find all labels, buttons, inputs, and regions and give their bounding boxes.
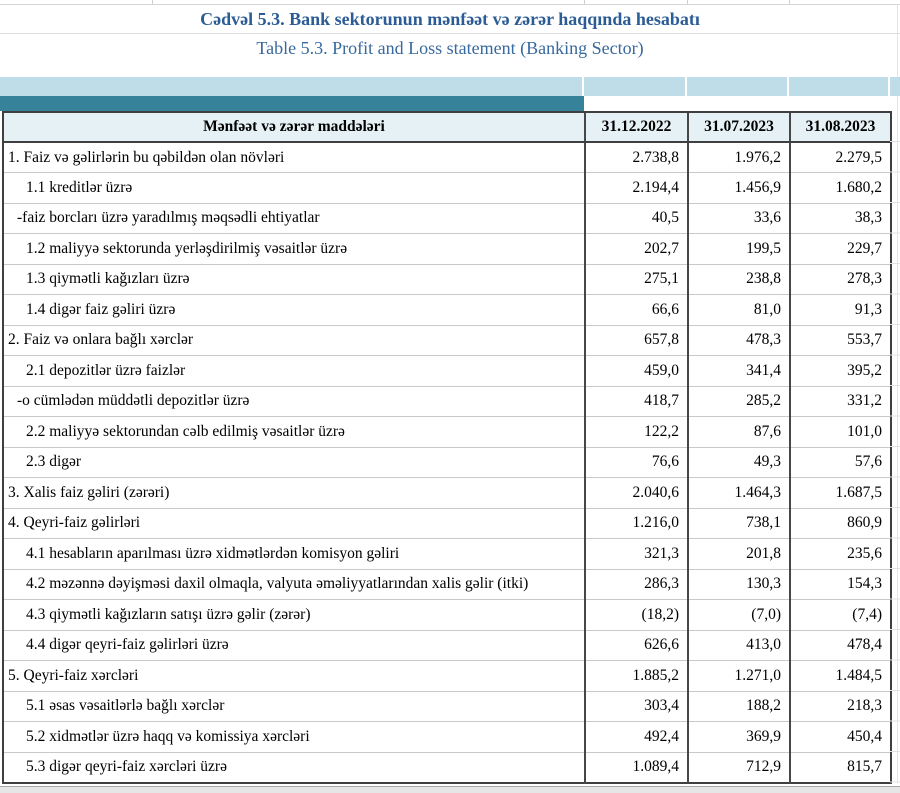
table-row xyxy=(3,142,891,173)
row-label: 4.4 digər qeyri-faiz gəlirləri üzrə xyxy=(3,630,585,661)
column-header-items: Mənfəət və zərər maddələri xyxy=(3,112,585,142)
table-row xyxy=(3,508,891,539)
table-header-row xyxy=(3,112,891,142)
row-value: 229,7 xyxy=(790,234,891,265)
top-gridline xyxy=(0,4,900,5)
table-row xyxy=(3,417,891,448)
outside-row-gridlines xyxy=(890,141,900,783)
row-value: 130,3 xyxy=(688,569,790,600)
row-label: 1.1 kreditlər üzrə xyxy=(3,173,585,204)
row-value: 712,9 xyxy=(688,752,790,783)
row-value: 369,9 xyxy=(688,722,790,753)
band-divider xyxy=(582,77,584,96)
table-row xyxy=(3,722,891,753)
row-value: 492,4 xyxy=(585,722,688,753)
table-row xyxy=(3,447,891,478)
horizontal-scrollbar[interactable] xyxy=(0,786,900,793)
row-label: 1.2 maliyyə sektorunda yerləşdirilmiş vəsaitlər üzrə xyxy=(3,234,585,265)
table-row xyxy=(3,478,891,509)
row-value: 413,0 xyxy=(688,630,790,661)
row-value: (7,0) xyxy=(688,600,790,631)
row-label: 2.3 digər xyxy=(3,447,585,478)
row-label: 4. Qeyri-faiz gəlirləri xyxy=(3,508,585,539)
row-label: 4.2 məzənnə dəyişməsi daxil olmaqla, valyuta əməliyyatlarından xalis gəlir (itki) xyxy=(3,569,585,600)
row-label: 1.4 digər faiz gəliri üzrə xyxy=(3,295,585,326)
row-value: 235,6 xyxy=(790,539,891,570)
table-row xyxy=(3,539,891,570)
row-value: 553,7 xyxy=(790,325,891,356)
row-value: 1.680,2 xyxy=(790,173,891,204)
table-row xyxy=(3,386,891,417)
row-value: 1.271,0 xyxy=(688,661,790,692)
row-label: 5.2 xidmətlər üzrə haqq və komissiya xərcləri xyxy=(3,722,585,753)
row-value: 286,3 xyxy=(585,569,688,600)
row-value: 1.484,5 xyxy=(790,661,891,692)
table-row xyxy=(3,295,891,326)
row-value: 478,4 xyxy=(790,630,891,661)
table-row xyxy=(3,569,891,600)
row-value: 1.885,2 xyxy=(585,661,688,692)
row-label: 5.1 əsas vəsaitlərlə bağlı xərclər xyxy=(3,691,585,722)
table-row xyxy=(3,173,891,204)
row-value: 40,5 xyxy=(585,203,688,234)
row-value: 202,7 xyxy=(585,234,688,265)
grid-tick xyxy=(584,0,585,4)
header-band-teal xyxy=(0,96,584,111)
row-value: 154,3 xyxy=(790,569,891,600)
table-title-az: Cədvəl 5.3. Bank sektorunun mənfəət və zərər haqqında hesabatı xyxy=(200,9,700,29)
row-value: 38,3 xyxy=(790,203,891,234)
row-value: 238,8 xyxy=(688,264,790,295)
row-value: 303,4 xyxy=(585,691,688,722)
row-value: 199,5 xyxy=(688,234,790,265)
band-divider xyxy=(888,77,890,96)
table-row xyxy=(3,264,891,295)
table-row xyxy=(3,325,891,356)
row-value: 278,3 xyxy=(790,264,891,295)
row-value: 418,7 xyxy=(585,386,688,417)
column-header-date-1: 31.12.2022 xyxy=(585,112,688,142)
row-value: 101,0 xyxy=(790,417,891,448)
column-header-date-3: 31.08.2023 xyxy=(790,112,891,142)
row-value: 218,3 xyxy=(790,691,891,722)
column-header-date-2: 31.07.2023 xyxy=(688,112,790,142)
row-value: 2.194,4 xyxy=(585,173,688,204)
row-value: 33,6 xyxy=(688,203,790,234)
row-label: 3. Xalis faiz gəliri (zərəri) xyxy=(3,478,585,509)
table-row xyxy=(3,356,891,387)
row-label: -faiz borcları üzrə yaradılmış məqsədli ehtiyatlar xyxy=(3,203,585,234)
row-value: 57,6 xyxy=(790,447,891,478)
row-value: 2.040,6 xyxy=(585,478,688,509)
row-value: (7,4) xyxy=(790,600,891,631)
grid-tick xyxy=(152,0,153,4)
title-divider-gridline xyxy=(0,33,900,34)
table-row xyxy=(3,752,891,783)
table-title-en: Table 5.3. Profit and Loss statement (Banking Sector) xyxy=(256,38,644,58)
row-value: 395,2 xyxy=(790,356,891,387)
row-value: 66,6 xyxy=(585,295,688,326)
row-value: 2.279,5 xyxy=(790,142,891,173)
profit-loss-table xyxy=(2,111,892,784)
pl-table-body xyxy=(3,142,891,783)
row-value: 87,6 xyxy=(688,417,790,448)
row-label: 1. Faiz və gəlirlərin bu qəbildən olan növləri xyxy=(3,142,585,173)
row-value: 1.089,4 xyxy=(585,752,688,783)
row-value: 1.687,5 xyxy=(790,478,891,509)
table-row xyxy=(3,691,891,722)
row-value: 81,0 xyxy=(688,295,790,326)
row-value: 188,2 xyxy=(688,691,790,722)
band-divider xyxy=(787,77,789,96)
row-value: 738,1 xyxy=(688,508,790,539)
row-value: 1.976,2 xyxy=(688,142,790,173)
row-value: 91,3 xyxy=(790,295,891,326)
row-value: 201,8 xyxy=(688,539,790,570)
row-value: 49,3 xyxy=(688,447,790,478)
row-value: 2.738,8 xyxy=(585,142,688,173)
row-value: 450,4 xyxy=(790,722,891,753)
row-value: 459,0 xyxy=(585,356,688,387)
table-row xyxy=(3,630,891,661)
row-value: 331,2 xyxy=(790,386,891,417)
row-label: 2.2 maliyyə sektorundan cəlb edilmiş vəsaitlər üzrə xyxy=(3,417,585,448)
row-value: 321,3 xyxy=(585,539,688,570)
row-value: 478,3 xyxy=(688,325,790,356)
row-label: 2.1 depozitlər üzrə faizlər xyxy=(3,356,585,387)
row-label: 4.1 hesabların aparılması üzrə xidmətlərdən komisyon gəliri xyxy=(3,539,585,570)
row-label: 4.3 qiymətli kağızların satışı üzrə gəlir (zərər) xyxy=(3,600,585,631)
grid-tick xyxy=(687,0,688,4)
row-value: (18,2) xyxy=(585,600,688,631)
row-label: 1.3 qiymətli kağızları üzrə xyxy=(3,264,585,295)
row-label: 5. Qeyri-faiz xərcləri xyxy=(3,661,585,692)
row-value: 275,1 xyxy=(585,264,688,295)
row-value: 1.456,9 xyxy=(688,173,790,204)
row-label: 2. Faiz və onlara bağlı xərclər xyxy=(3,325,585,356)
row-value: 626,6 xyxy=(585,630,688,661)
table-row xyxy=(3,600,891,631)
header-band-light xyxy=(0,77,900,96)
row-value: 1.464,3 xyxy=(688,478,790,509)
row-label: -o cümlədən müddətli depozitlər üzrə xyxy=(3,386,585,417)
table-row xyxy=(3,203,891,234)
band-divider xyxy=(685,77,687,96)
row-value: 860,9 xyxy=(790,508,891,539)
row-value: 76,6 xyxy=(585,447,688,478)
row-value: 285,2 xyxy=(688,386,790,417)
row-value: 657,8 xyxy=(585,325,688,356)
table-row xyxy=(3,234,891,265)
table-row xyxy=(3,661,891,692)
row-label: 5.3 digər qeyri-faiz xərcləri üzrə xyxy=(3,752,585,783)
row-value: 815,7 xyxy=(790,752,891,783)
row-value: 1.216,0 xyxy=(585,508,688,539)
row-value: 122,2 xyxy=(585,417,688,448)
row-value: 341,4 xyxy=(688,356,790,387)
grid-tick xyxy=(789,0,790,4)
